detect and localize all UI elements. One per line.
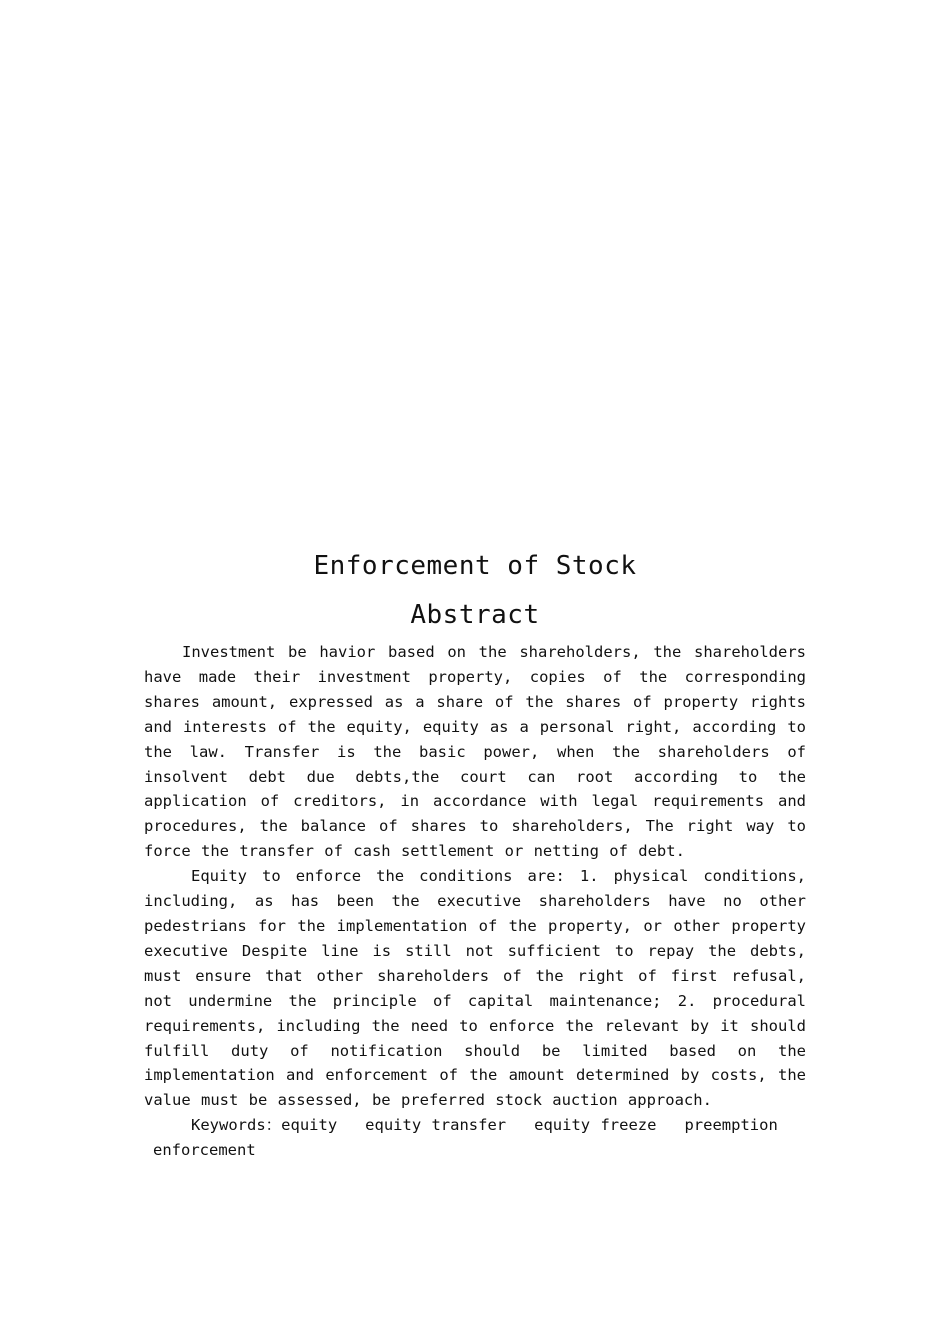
abstract-heading: Abstract bbox=[410, 600, 540, 630]
document-title: Enforcement of Stock bbox=[313, 551, 637, 581]
abstract-paragraph-2: Equity to enforce the conditions are: 1. physical conditions, including, as has been the executive shareholders have no other pedestrians for the implementation of the property, or other property executive Despite line is still not sufficient to repay the debts, must ensure that other shareholders of the right of first refusal, not undermine the principle of capital maintenance; 2. procedural requirements, including the need to enforce the relevant by it should fulfill duty of notification should be limited based on the implementation and enforcement of the amount determined by costs, the value must be assessed, be preferred stock auction approach. bbox=[144, 867, 806, 1110]
keyword-item: equity freeze bbox=[534, 1116, 657, 1135]
keywords-label: Keywords： bbox=[191, 1116, 282, 1135]
keyword-item: preemption bbox=[684, 1116, 778, 1135]
abstract-paragraph-1: Investment be havior based on the shareholders, the shareholders have made their investment property, copies of the corresponding shares amount, expressed as a share of the shares of property rights and interests of the equity, equity as a personal right, according to the law. Transfer is the basic power, when the shareholders of insolvent debt due debts,the court can root according to the application of creditors, in accordance with legal requirements and procedures, the balance of shares to shareholders, The right way to force the transfer of cash settlement or netting of debt. bbox=[144, 643, 806, 861]
abstract-body bbox=[144, 640, 806, 1163]
keyword-item: enforcement bbox=[153, 1141, 256, 1160]
keyword-item: equity transfer bbox=[365, 1116, 507, 1135]
keywords-line bbox=[144, 1113, 806, 1163]
keyword-item: equity bbox=[281, 1116, 338, 1135]
